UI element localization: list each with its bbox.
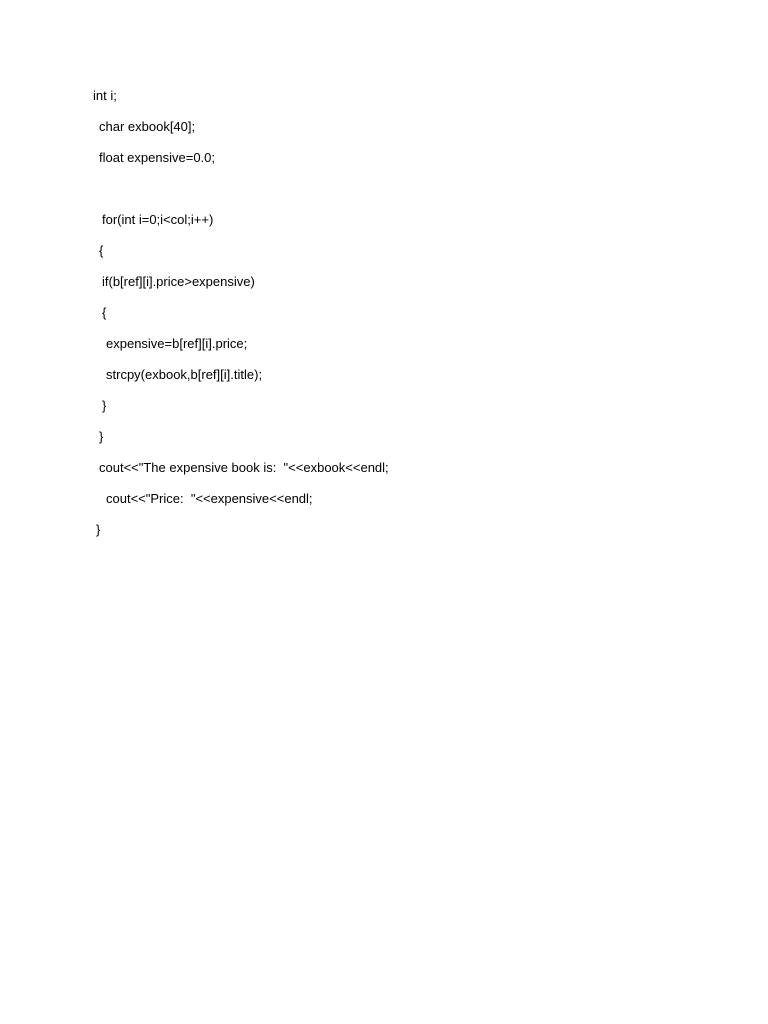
code-line-char-exbook: char exbook[40]; xyxy=(99,119,196,134)
code-line-cout-price: cout<<"Price: "<<expensive<<endl; xyxy=(106,491,313,506)
code-line-for-loop: for(int i=0;i<col;i++) xyxy=(102,212,214,227)
code-line-assign-expensive: expensive=b[ref][i].price; xyxy=(106,336,248,351)
code-line-cout-book: cout<<"The expensive book is: "<<exbook<<endl; xyxy=(99,460,389,475)
code-line-open-brace-for: { xyxy=(99,243,104,258)
code-line-if-condition: if(b[ref][i].price>expensive) xyxy=(102,274,255,289)
code-line-close-brace-function: } xyxy=(96,522,101,537)
code-line-strcpy: strcpy(exbook,b[ref][i].title); xyxy=(106,367,263,382)
code-line-close-brace-if: } xyxy=(102,398,107,413)
code-line-open-brace-if: { xyxy=(102,305,107,320)
code-line-float-expensive: float expensive=0.0; xyxy=(99,150,215,165)
code-line-close-brace-for: } xyxy=(99,429,104,444)
code-line-var-i: int i; xyxy=(93,88,117,103)
